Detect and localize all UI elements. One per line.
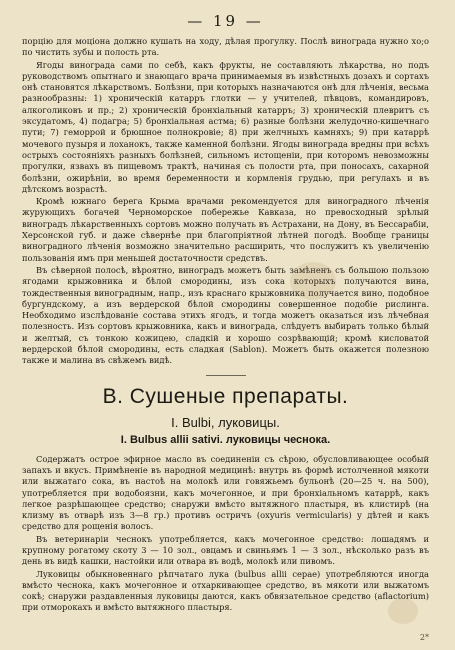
subsection-title: I. Bulbi, луковицы. bbox=[171, 414, 280, 430]
section-divider bbox=[206, 375, 246, 376]
paragraph: Луковицы обыкновеннаго рѣпчатаго лука (bulbus allii cepae) употребляются иногда вмѣсто чеснока, какъ мочегонное и отхаркивающее средство, въ мякоти или выжатомъ сокѣ; снаружи раздавленныя луковицы даются, какъ обвязательное средство (aflactorium) при отморокахъ и вмѣсто вытяжного пластыря. bbox=[22, 568, 429, 613]
paper-stain bbox=[388, 598, 418, 624]
paragraph: Ягоды винограда сами по себѣ, какъ фрукты, не составляють лѣкарства, но подъ руководствомъ опытнаго и знающаго врача принимаемыя въ извѣстныхъ дозахъ и сортахъ онѣ становятся лѣкарствомъ. Болѣзни, при которыхъ назначаются онѣ для лѣченія, весьма разнообразны: 1) хроническій катарръ глотки — у учителей, пѣвцовъ, командировъ, алкоголиковъ и пр.; 2) хроническій бронхіальный катарръ; 3) хроническій плевритъ съ эксудатомъ, 4) подагра; 5) бронхіальная астма; 6) разные болѣзни желудочно-кишечнаго пути; 7) геморрой и брюшное полнокровіе; 8) при желчныхъ камняхъ; 9) при катаррѣ мочевого пузыря и лоханокъ, также каменной болѣзни. Ягоды винограда вредны при всѣхъ острыхъ состояніяхъ разныхъ болѣзней, сильномъ истощеніи, при которомъ невозможны прогулки, язвахъ въ пищевомъ трактѣ, начиная съ полости рта, при поносахъ, сахарной болѣзни, ожирѣніи, во время беременности и кормленія грудью, при регулахъ и въ дѣтскомъ возрастѣ. bbox=[22, 59, 429, 194]
signature-mark: 2* bbox=[419, 633, 429, 642]
paragraph: Въ ветеринаріи чеснокъ употребляется, какъ мочегонное средство: лошадямъ и крупному рогатому скоту 3 — 10 зол., овцамъ и свиньямъ 1 — 3 зол., нѣсколько разъ въ день въ видѣ кашки, настойки или отвара въ водѣ, молокѣ или пивомъ. bbox=[22, 533, 429, 567]
paper-stain bbox=[290, 262, 336, 300]
subsubsection-title: I. Bulbus allii sativi. луковицы чеснока. bbox=[120, 433, 331, 446]
page-number: — 19 — bbox=[187, 12, 264, 30]
paragraph: Содержатъ острое эфирное масло въ соединеніи съ сѣрою, обусловливающее особый запахъ и вкусъ. Примѣненіе въ народной медицинѣ: внутрь въ формѣ истолченной мякоти или выжатаго сока, въ настоѣ на молокѣ или говяжьемъ бульонѣ (20—25 ч. на 500), употребляется при водобоязни, какъ мочегонное, и при бронхіальномъ катаррѣ, какъ легкое разрѣшающее средство; снаружи вмѣсто вытяжного пластыря, въ клистирѣ (на клизму въ отварѣ изъ 3—8 гр.) противъ остричъ (oxyuris vermicularis) у дѣтей и какъ средство для рощенія волосъ. bbox=[22, 453, 429, 532]
paragraph: Кромѣ южнаго берега Крыма врачами рекомендуется для виноградного лѣченія журующихъ богачей Черноморское побережье Кавказа, но превосходный зрѣлый виноградъ лѣкарственныхъ сортовъ можно получать въ Астрахани, на Дону, въ Бессарабіи, Херсонской губ. и даже сѣвернѣе при благопріятной лѣтней погодѣ. Вообще границы виноградного лѣченія возможно значительно расширить, что послужитъ къ увеличенію пользованія имъ при меньшей достаточности средствъ. bbox=[22, 196, 429, 263]
paragraph: Въ сѣверной полосѣ, вѣроятно, виноградъ можетъ быть замѣненъ съ большою пользою ягодами крыжовника и бѣлой смородины, изъ сока которыхъ получаются вина, тождественныя виноградным, напр., изъ краснаго крыжовника получается вино, подобное бургундскому, а изъ вердерской бѣлой смородины совершенное подобіе рислинга. Необходимо изслѣдованіе состава этихъ ягодъ, и тогда можетъ оказаться изъ лѣчебная полезность. Изъ сортовъ крыжовника, какъ и винограда, слѣдуетъ выбирать только бѣлый и желтый, съ тонкою кожицею, сладкій и хорошо созрѣвающій; кромѣ кисловатой вердерской бѣлой смородины, есть сладкая (Sablon). Можетъ быть окажется полезною также и малина въ свѣжемъ видѣ. bbox=[22, 264, 429, 366]
paragraph: порцію для моціона должно кушать на ходу, дѣлая прогулку. Послѣ винограда нужно хо;о по чистить зубы и полость рта. bbox=[22, 36, 429, 58]
section-title: В. Сушеные препараты. bbox=[102, 384, 349, 408]
